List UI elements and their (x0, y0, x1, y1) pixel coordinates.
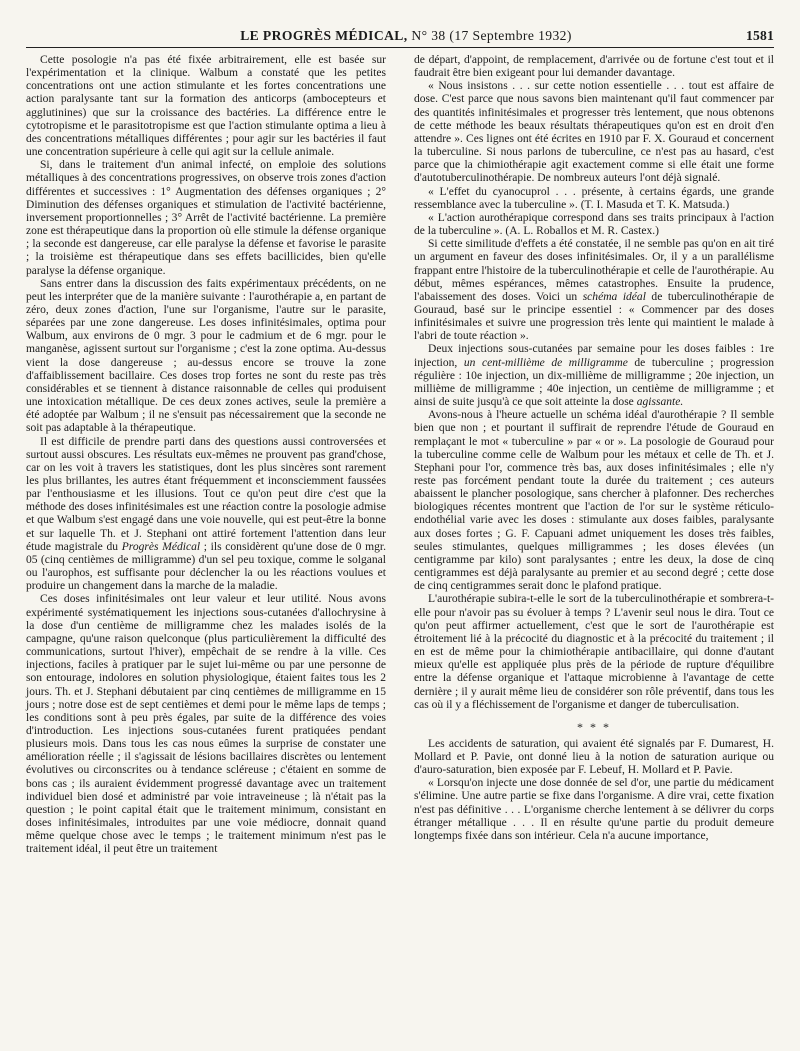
text-run: Deux injections sous-cutanées par semaine pour les doses faibles : 1re injection, (414, 343, 774, 369)
section-separator: * * * (577, 719, 611, 734)
paragraph: Avons-nous à l'heure actuelle un schéma idéal d'aurothérapie ? Il semble bien que non ; et pourtant il suffirait de reprendre l'étude de Gouraud en remplaçant le mot « tuberculine » par « or ». La posologie de Gouraud pour la tuberculine comme celle de Walbum pour les métaux et celle de Th. et J. Stephani pour l'or, commence très bas, aux doses infinitésimales ; elle n'y reste pas forcément pendant toute la durée du traitement ; ces auteurs abaissent le plancher posologique, sans chercher à plafonner. Des recherches biologiques récentes montrent que l'action de l'or sur le système réticulo-endothélial varie avec les doses : stimulante aux doses faibles, paralysante aux doses fortes ; G. F. Capuani admet uniquement les doses très faibles, seules stimulantes, quelques milligrammes ; les doses élevées (un centigramme par kilo) sont paralysantes ; entre les deux, la dose de cinq centigrammes est déjà paralysante au premier et au second degré ; cette dose de cinq centigrammes serait donc le plafond pratique. (414, 409, 774, 593)
page-number: 1581 (746, 28, 774, 43)
paragraph: Si, dans le traitement d'un animal infecté, on emploie des solutions métalliques à des concentrations progressives, on observe trois zones d'action différentes et successives : 1° Augmentation des défenses organiques ; 2° Diminution des défenses organiques et stimulation de l'activité bactérienne, inversement proportionnelles ; 3° Arrêt de l'activité bactérienne. La première zone est thérapeutique dans la proportion où elle stimule la défense organique ; la seconde est dangereuse, car elle paralyse la défense et favorise le parasite ; la troisième est thérapeutique dans ses effets bacillicides, bien qu'elle paralyse la défense organique. (26, 159, 386, 277)
paragraph: « Nous insistons . . . sur cette notion essentielle . . . tout est affaire de dose. C'est parce que nous savons bien maintenant qu'il faut commencer par des quantités infinitésimales et progresser très lentement, que nous obtenons de cette méthode les beaux résultats thérapeutiques qu'on est en droit d'en attendre ». Ces lignes ont été écrites en 1910 par F. X. Gouraud et concernent la tuberculine. Si nous parlons de tuberculine, ce n'est pas au hasard, c'est parce que la chimiothérapie agit exactement comme si elle était une forme d'autotuberculinothérapie. De nombreux auteurs l'ont déjà signalé. (414, 80, 774, 185)
paragraph: « L'action aurothérapique correspond dans ses traits principaux à l'action de la tuberculine ». (A. L. Roballos et M. R. Castex.) (414, 211, 774, 238)
journal-title (240, 28, 572, 44)
paragraph: « Lorsqu'on injecte une dose donnée de sel d'or, une partie du médicament s'élimine. Une autre partie se fixe dans l'organisme. A dire vrai, cette fixation n'est pas définitive . . . L'organisme cherche lentement à se délivrer du corps étranger métallique . . . Il en résulte qu'une partie du produit demeure longtemps fixée dans son intérieur. Cela n'a aucune importance, (414, 777, 774, 842)
paragraph: L'aurothérapie subira-t-elle le sort de la tuberculinothérapie et sombrera-t-elle pour n'avoir pas su évoluer à temps ? L'avenir seul nous le dira. Tout ce qu'on peut affirmer actuellement, c'est que le sort de l'aurothérapie est étroitement lié à la précocité du diagnostic et à la précocité du traitement ; il en est de même pour la chimiothérapie antibacillaire, qui donne d'autant mieux qu'elle est appliquée plus près de la période de rupture d'équilibre entre la défense organique et l'attaque microbienne à l'avantage de cette dernière ; il y aurait même lieu de considérer son rôle préventif, dans tous les cas où il y a fléchissement de l'organisme et danger de tuberculisation. (414, 593, 774, 711)
text-run: ; ils considèrent qu'une dose de 0 mgr. 05 (cinq centièmes de milligramme) d'un sel peu toxique, comme le solganal ou l'aurophos, est suffisante pour déclencher la ou les réactions voulues et produire un changement dans la marche de la maladie. (26, 540, 386, 593)
text-run: de tuberculinothérapie de Gouraud, basé sur le principe essentiel : « Commencer par des doses infinitésimales et suivre une progression très lente qui maintient le malade à l'abri de toute réaction ». (414, 290, 774, 343)
paragraph: Cette posologie n'a pas été fixée arbitrairement, elle est basée sur l'expérimentation et la clinique. Walbum a constaté que les petites concentrations ont une action stimulante et les fortes concentrations une action paralysante tant sur la formation des anticorps (ambocepteurs et agglutinines) que sur la croissance des bactéries. La différence entre le cytotropisme et le parasitotropisme est que l'action stimulante optima a lieu à des concentrations métalliques différentes ; pour agir sur les bactéries il faut une concentration supérieure à celle qui agit sur la cellule animale. (26, 54, 386, 159)
paragraph: Les accidents de saturation, qui avaient été signalés par F. Dumarest, H. Mollard et P. Pavie, ont donné lieu à la notion de saturation aurique ou d'auro-saturation, bien exposée par F. Lebeuf, H. Mollard et P. Pavie. (414, 737, 774, 777)
journal-reference: Progrès Médical (121, 540, 201, 553)
running-header (26, 28, 774, 48)
paragraph (26, 436, 386, 594)
paragraph (414, 343, 774, 409)
paragraph: de départ, d'appoint, de remplacement, d'arrivée ou de fortune c'est tout et il faudrait être bien exigeant pour lui demander davantage. (414, 54, 774, 80)
journal-name: LE PROGRÈS MÉDICAL, (240, 28, 408, 43)
text-run: de tuberculine ; progression régulière : 10e injection, un dix-millième de milligramme ; 20e injection, un millième de milligramme ; 40e injection, un centième de milligramme ; et ainsi de suite jusqu'à ce que soit atteinte la dose (414, 356, 774, 409)
paragraph: Ces doses infinitésimales ont leur valeur et leur utilité. Nous avons expérimenté systématiquement les injections sous-cutanées d'allochrysine à la dose d'un centième de milligramme chez les malades isolés de la campagne, qu'une raison quelconque (plus particulièrement la difficulté des communications, surtout l'hiver), empêchait de se rendre à la ville. Ces injections, faciles à pratiquer par le sujet lui-même ou par une personne de son entourage, indolores en solution physiologique, étaient faites tous les 2 jours. Th. et J. Stephani débutaient par cinq centièmes de milligramme en 15 jours ; notre dose est de sept centièmes et demi pour le même laps de temps ; les conditions sont à peu près égales, par suite de la différence des voies d'introduction. Les injections sous-cutanées furent pratiquées pendant plusieurs mois. Dans tous les cas nous eûmes la surprise de constater une amélioration réelle ; il s'agissait de lésions bacillaires discrètes ou lentement évolutives ou circonscrites ou à tendance scléreuse ; c'étaient en somme de bons cas ; ils auraient évidemment progressé davantage avec un traitement individuel bien dosé et administré par voie intraveineuse ; là n'était pas la question ; le point capital était que le traitement minimum, consistant en doses infinitésimales, introduites par une voie médiocre, donnait quand même quelque chose avec le temps ; le traitement minimum n'est pas le traitement idéal, il peut être un traitement (26, 593, 386, 856)
emphasis: agissante. (636, 396, 684, 409)
issue-info: N° 38 (17 Septembre 1932) (411, 28, 572, 43)
emphasis: schéma idéal (582, 290, 646, 303)
emphasis: un cent-millième de milligramme (463, 356, 628, 369)
right-column (414, 54, 774, 857)
body-columns (26, 54, 774, 857)
paragraph (414, 238, 774, 343)
paragraph: « L'effet du cyanocuprol . . . présente, à certains égards, une grande ressemblance avec la tuberculine ». (T. I. Masuda et T. K. Matsuda.) (414, 185, 774, 211)
paragraph: Sans entrer dans la discussion des faits expérimentaux précédents, on ne peut les interpréter que de la manière suivante : l'aurothérapie a, en partant de zéro, deux zones d'action, l'une sur l'organisme, l'autre sur le parasite, séparées par une zone dangereuse. Les doses infinitésimales, optima pour Walbum, aux environs de 0 mgr. 3 pour le cadmium et de 6 mgr. pour le manganèse, agissent surtout sur l'organisme ; c'est la zone optima. Au-dessus vient la dose dangereuse ; au-dessus encore se trouve la zone d'affaiblissement bacillaire. Ces doses trop fortes ne sont du reste pas très considérables et se tiennent à distance raisonnable de celles qui produisent une intoxication métallique. De ces deux zones actives, seule la première a été adoptée par Walbum ; il ne s'ensuit pas nécessairement que la seconde ne soit pas adaptable à la thérapeutique. (26, 277, 386, 435)
left-column (26, 54, 386, 857)
text-run: Il est difficile de prendre parti dans des questions aussi controversées et surtout aussi obscures. Les résultats eux-mêmes ne prouvent pas grand'chose, car on les voit à travers les statistiques, dont les plus sincères sont rarement les plus brillantes, les autres étant fréquemment et inconsciemment faussées par l'enthousiasme et les illusions. Tout ce qu'on peut dire c'est que la méthode des doses infinitésimales est une réaction contre la posologie admise et que Walbum s'est engagé dans une voie nouvelle, qui est peut-être la bonne et sur laquelle Th. et J. Stephani ont attiré fortement l'attention dans leur étude magistrale du (26, 435, 386, 553)
text-run: Si cette similitude d'effets a été constatée, il ne semble pas qu'on en ait tiré un argument en faveur des doses infinitésimales. Or, il y a un parallélisme frappant entre l'histoire de la tuberculinothérapie et celle de l'aurothérapie. Au début, mêmes espérances, mêmes catastrophes. Ensuite la prudence, l'abaissement des doses. Voici un (414, 238, 774, 303)
